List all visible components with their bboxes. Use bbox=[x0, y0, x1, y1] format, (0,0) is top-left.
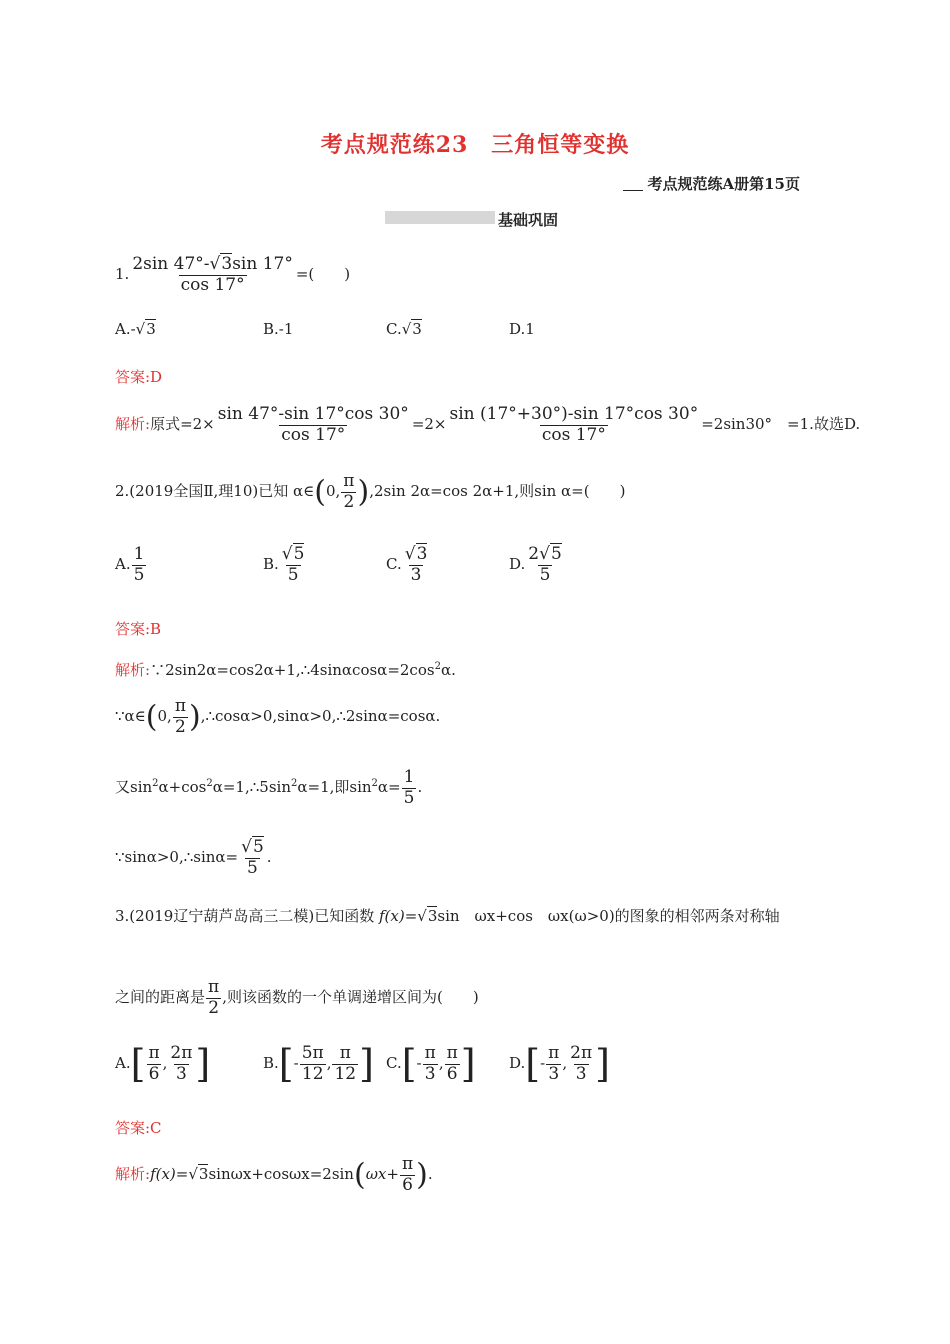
question-3-line-2: 之间的距离是 $\frac{\pi}{2}$ ,则该函数的一个单调递增区间为( ) bbox=[115, 977, 479, 1018]
q1-explanation: 解析:原式=2× $\frac{\sin 47^\circ-\sin 17^\circ\cos 30^\circ}{\cos 17^\circ}$ =2× $\frac{\sin (17^\circ+30^\circ)-\sin 17^\circ\cos 30^\circ}{\cos 17^\circ}$ =2sin30° =1.故选D. bbox=[115, 404, 861, 445]
page-reference: 考点规范练A册第15页 bbox=[623, 173, 800, 194]
q3-option-a: A.[ $\frac{\pi}{6}$ , $\frac{2\pi}{3}$ ] bbox=[115, 1042, 211, 1086]
q3-explanation: 解析:f(x)=√3sinωx+cosωx=2sin(ωx+ $\frac{\pi}{6}$ ). bbox=[115, 1154, 433, 1195]
question-2: 2.(2019全国Ⅱ,理10)已知 α∈(0, $\frac{\pi}{2}$ ),2sin 2α=cos 2α+1,则sin α=( ) bbox=[115, 471, 626, 512]
q1-option-b: B.-1 bbox=[263, 320, 294, 338]
q3-answer: 答案:C bbox=[115, 1119, 162, 1137]
q1-option-d: D.1 bbox=[509, 320, 535, 338]
section-bar bbox=[385, 211, 495, 224]
q3-option-c: C.[- $\frac{\pi}{3}$ , $\frac{\pi}{6}$ ] bbox=[386, 1042, 476, 1086]
q2-answer: 答案:B bbox=[115, 620, 162, 638]
q2-option-c: C. $\frac{√3}{3}$ bbox=[386, 544, 428, 585]
q1-option-a: A.-√3 bbox=[115, 320, 156, 338]
q1-answer: 答案:D bbox=[115, 368, 163, 386]
q2-explanation-line-3: 又$\sin^2\alpha+\cos^2\alpha=1,\therefore 5\sin^2\alpha=1$,即$\sin^2\alpha=$ $\frac{1}{5}$ . bbox=[115, 767, 423, 808]
q3-option-d: D.[- $\frac{\pi}{3}$ , $\frac{2\pi}{3}$ ] bbox=[509, 1042, 610, 1086]
question-3: 3.(2019辽宁葫芦岛高三二模)已知函数 f(x)=√3sin ωx+cos ωx(ω>0)的图象的相邻两条对称轴 bbox=[115, 907, 780, 925]
page-title: 考点规范练23 三角恒等变换 bbox=[320, 132, 630, 158]
q2-option-d: D. $\frac{2√5}{5}$ bbox=[509, 544, 562, 585]
section-title: 基础巩固 bbox=[498, 211, 559, 229]
q2-explanation-line-1: 解析$:\because 2\sin 2\alpha=\cos 2\alpha+1,\therefore 4\sin\alpha\cos\alpha=2\cos^2\alpha$. bbox=[115, 661, 456, 679]
q2-option-b: B. $\frac{√5}{5}$ bbox=[263, 544, 305, 585]
q2-option-a: A. $\frac{1}{5}$ bbox=[115, 544, 145, 585]
question-1: 1. $\frac{2\sin 47^\circ-√3\sin 17^\circ}{\cos 17^\circ}$ =( ) bbox=[115, 254, 351, 295]
q3-option-b: B.[- $\frac{5\pi}{12}$ , $\frac{\pi}{12}$ ] bbox=[263, 1042, 374, 1086]
q2-explanation-line-4: ∵sinα>0,∴sinα= $\frac{√5}{5}$ . bbox=[115, 837, 272, 878]
q2-explanation-line-2: ∵α∈(0, $\frac{\pi}{2}$ ),∴cosα>0,sinα>0,∴2sinα=cosα. bbox=[115, 696, 441, 737]
q1-option-c: C.√3 bbox=[386, 320, 422, 338]
